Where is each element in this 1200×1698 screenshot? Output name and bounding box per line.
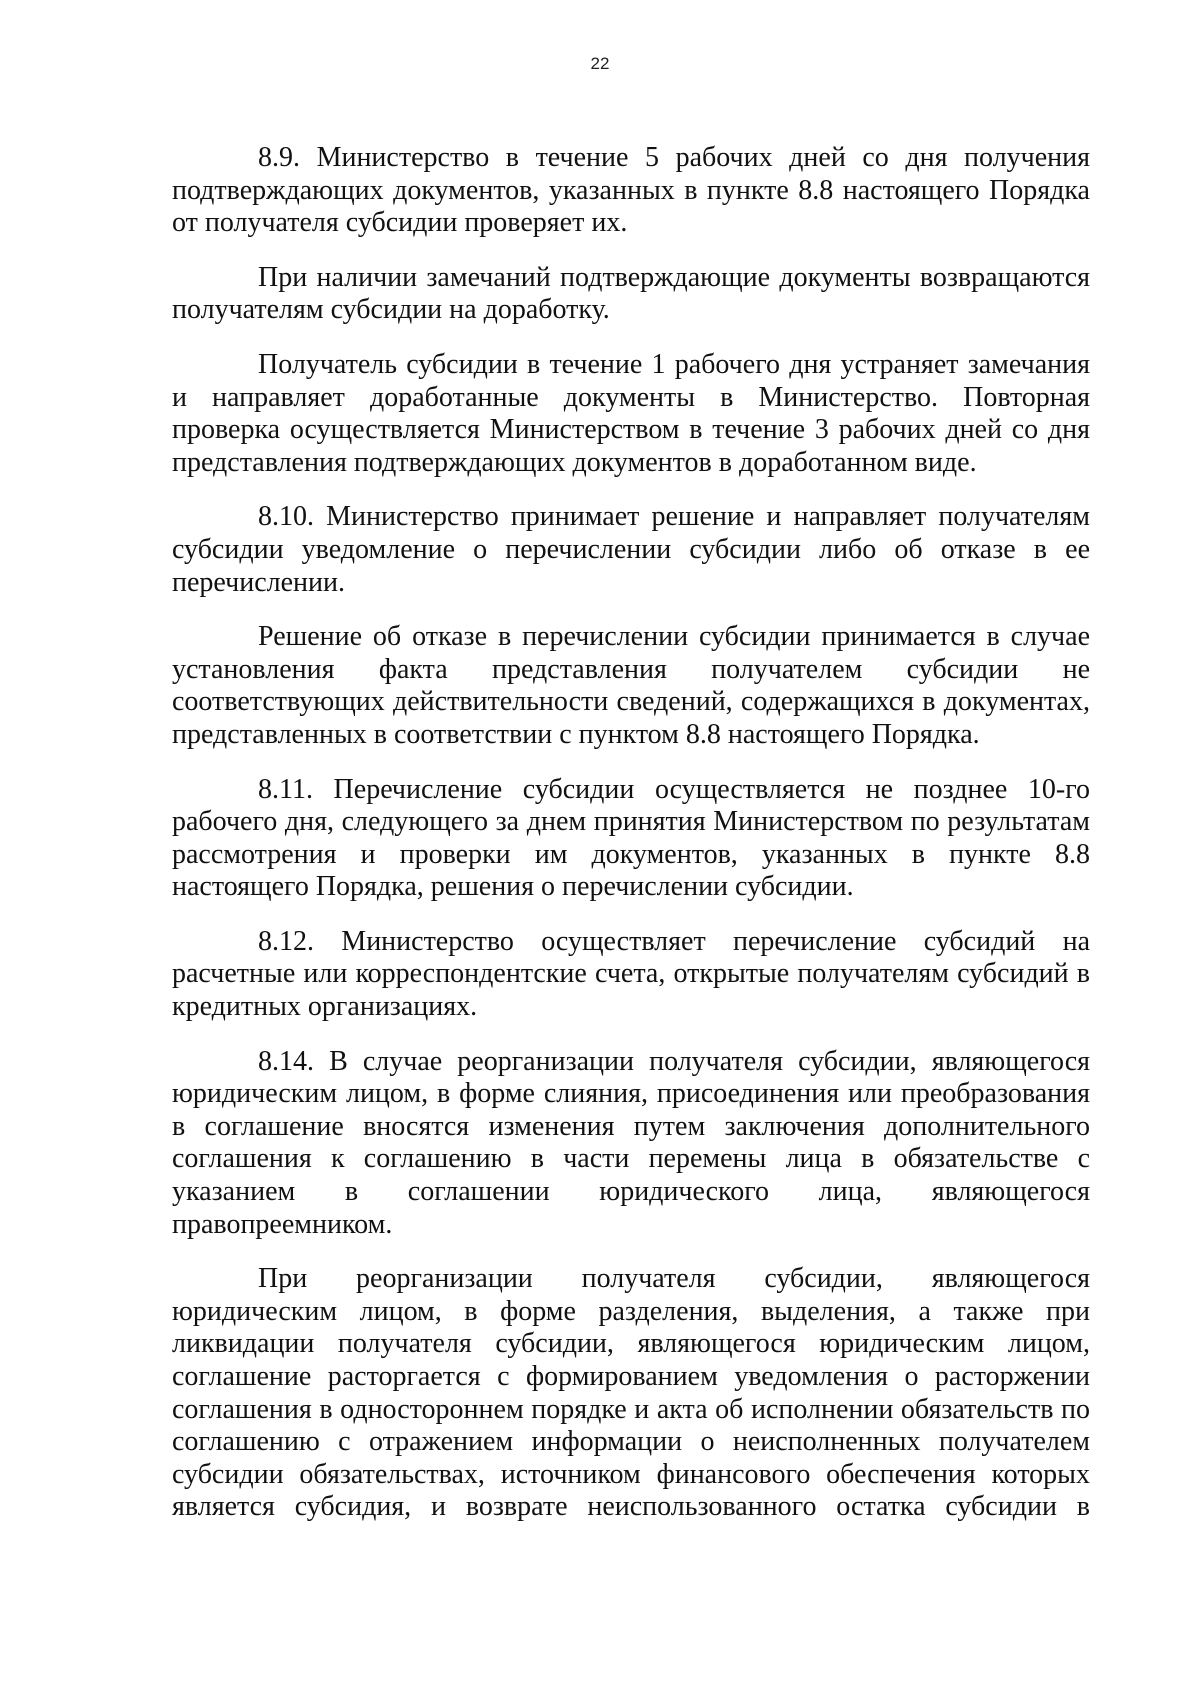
paragraph-refusal-decision: Решение об отказе в перечислении субсидии принимается в случае установления факта представления получателем субсидии не соответствующих действительности сведений, содержащихся в документах, представленных в соответствии с пунктом 8.8 настоящего Порядка. xyxy=(172,621,1090,750)
paragraph-8-9: 8.9. Министерство в течение 5 рабочих дней со дня получения подтверждающих документов, указанных в пункте 8.8 настоящего Порядка от получателя субсидии проверяет их. xyxy=(172,142,1090,239)
paragraph-remarks-return: При наличии замечаний подтверждающие документы возвращаются получателям субсидии на доработку. xyxy=(172,261,1090,326)
paragraph-8-12: 8.12. Министерство осуществляет перечисление субсидий на расчетные или корреспондентские счета, открытые получателям субсидий в кредитных организациях. xyxy=(172,925,1090,1023)
paragraph-reorganization: При реорганизации получателя субсидии, являющегося юридическим лицом, в форме разделения, выделения, а также при ликвидации получателя субсидии, являющегося юридическим лицом, соглашение расторгается с формированием уведомления о расторжении соглашения в одностороннем порядке и акта об исполнении обязательств по соглашению с отражением информации о неисполненных получателем субсидии обязательствах, источником финансового обеспечения которых является субсидия, и возврате неиспользованного остатка субсидии в xyxy=(172,1263,1090,1523)
paragraph-8-14: 8.14. В случае реорганизации получателя субсидии, являющегося юридическим лицом, в форме слияния, присоединения или преобразования в соглашение вносятся изменения путем заключения дополнительного соглашения к соглашению в части перемены лица в обязательстве с указанием в соглашении юридического лица, являющегося правопреемником. xyxy=(172,1045,1090,1240)
paragraph-8-11: 8.11. Перечисление субсидии осуществляется не позднее 10-го рабочего дня, следующего за днем принятия Министерством по результатам рассмотрения и проверки им документов, указанных в пункте 8.8 настоящего Порядка, решения о перечислении субсидии. xyxy=(172,773,1090,903)
page-number: 22 xyxy=(590,54,610,73)
document-body xyxy=(172,142,1090,1524)
paragraph-remarks-fix: Получатель субсидии в течение 1 рабочего дня устраняет замечания и направляет доработанные документы в Министерство. Повторная проверка осуществляется Министерством в течение 3 рабочих дней со дня представления подтверждающих документов в доработанном виде. xyxy=(172,348,1090,478)
paragraph-8-10: 8.10. Министерство принимает решение и направляет получателям субсидии уведомление о перечислении субсидии либо об отказе в ее перечислении. xyxy=(172,501,1090,598)
